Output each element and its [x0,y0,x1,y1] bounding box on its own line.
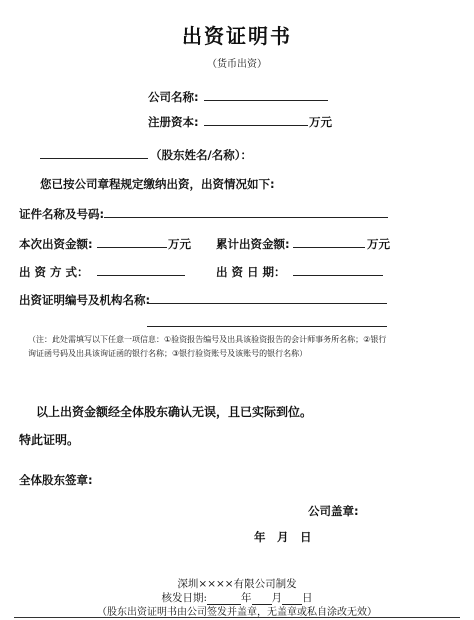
page-bottom-rule [14,617,460,618]
issue-year-label: 年 [241,592,252,604]
confirmation-text: 以上出资金额经全体股东确认无误，且已实际到位。 [36,405,313,419]
current-contribution-unit: 万元 [168,237,191,251]
note-line-2: 询证函号码及出具该询证函的银行名称；③银行验资账号及该账号的银行名称） [28,349,308,358]
id-field[interactable] [104,205,388,218]
registered-capital-unit: 万元 [309,115,332,129]
company-name-field[interactable] [204,88,328,101]
registered-capital-label: 注册资本: [148,115,199,129]
current-contribution-label: 本次出资金额: [19,237,93,251]
cumulative-contribution-field[interactable] [293,235,365,248]
document-subtitle: （货币出资） [207,59,267,70]
shareholder-name-field[interactable] [40,146,148,159]
shareholders-signature-label: 全体股东签章: [19,473,93,487]
registered-capital-field[interactable] [204,113,308,126]
issue-date-prefix: 核发日期: [161,592,208,604]
method-label: 出 资 方 式： [19,265,89,279]
issue-day-label: 日 [302,592,313,604]
footer-note: （股东出资证明书由公司签发并盖章，无盖章或私自涂改无效） [97,607,377,618]
signature-date: 年 月 日 [254,530,312,544]
current-contribution-field[interactable] [97,235,167,248]
method-field[interactable] [97,263,185,276]
instruction-note [28,333,456,361]
certificate-label: 出资证明编号及机构名称: [19,293,151,307]
document-title: 出资证明书 [182,24,292,48]
certificate-field-1[interactable] [147,291,387,304]
note-line-1: （注：此处需填写以下任意一项信息：①验资报告编号及出具该验资报告的会计师事务所名称；②银行 [28,335,387,344]
company-name-label: 公司名称: [148,90,199,104]
date-field[interactable] [293,263,383,276]
cumulative-contribution-label: 累计出资金额: [216,237,290,251]
issue-month-label: 月 [271,592,283,604]
certificate-field-2[interactable] [147,314,387,327]
cumulative-contribution-unit: 万元 [367,237,390,251]
date-label: 出 资 日 期： [216,265,286,279]
footer-issuer: 深圳××××有限公司制发 [177,578,297,590]
shareholder-label: （股东姓名/名称）： [150,148,252,162]
id-label: 证件名称及号码: [19,207,105,221]
company-seal-label: 公司盖章: [308,504,359,518]
hereby-text: 特此证明。 [19,433,80,447]
contribution-statement: 您已按公司章程规定缴纳出资，出资情况如下: [40,177,275,191]
